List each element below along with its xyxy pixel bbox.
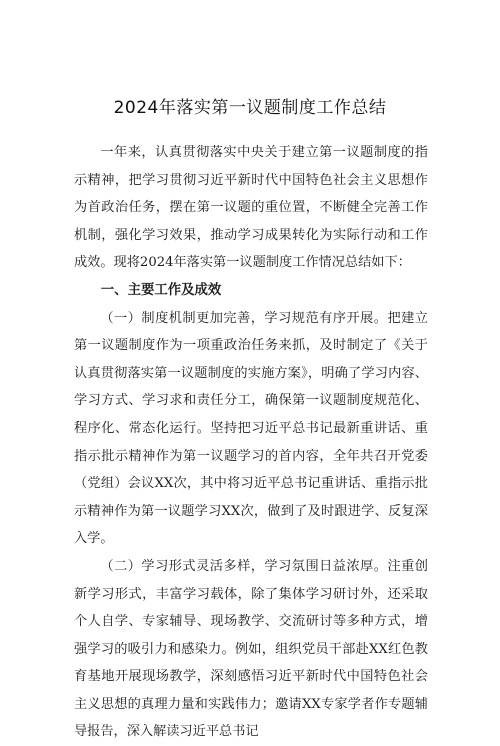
- document-title: 2024年落实第一议题制度工作总结: [113, 98, 387, 118]
- document-body: [74, 139, 428, 746]
- section-heading: 一、主要工作及成效: [100, 282, 222, 298]
- body-paragraph-2: （二）学习形式灵活多样，学习氛围日益浓厚。注重创新学习形式，丰富学习载体，除了集体学习研讨外，还采取个人自学、专家辅导、现场教学、交流研讨等多种方式，增强学习的吸引力和感染力。例如，组织党员干部赴XX红色教育基地开展现场教学，深刻感悟习近平新时代中国特色社会主义思想的真理力量和实践伟力；邀请XX专家学者作专题辅导报告，深入解读习近平总书记: [74, 558, 428, 740]
- body-paragraph-1: （一）制度机制更加完善，学习规范有序开展。把建立第一议题制度作为一项重政治任务来抓，及时制定了《关于认真贯彻落实第一议题制度的实施方案》，明确了学习内容、学习方式、学习求和责任分工，确保第一议题制度规范化、程序化、常态化运行。坚持把习近平总书记最新重讲话、重指示批示精神作为第一议题学习的首内容，全年共召开党委（党组）会议XX次，其中将习近平总书记重讲话、重指示批示精神作为第一议题学习XX次，做到了及时跟进学、反复深入学。: [74, 310, 428, 547]
- intro-paragraph: 一年来，认真贯彻落实中央关于建立第一议题制度的指示精神，把学习贯彻习近平新时代中国特色社会主义思想作为首政治任务，摆在第一议题的重位置，不断健全完善工作机制，强化学习效果，推动学习成果转化为实际行动和工作成效。现将2024年落实第一议题制度工作情况总结如下：: [74, 145, 428, 271]
